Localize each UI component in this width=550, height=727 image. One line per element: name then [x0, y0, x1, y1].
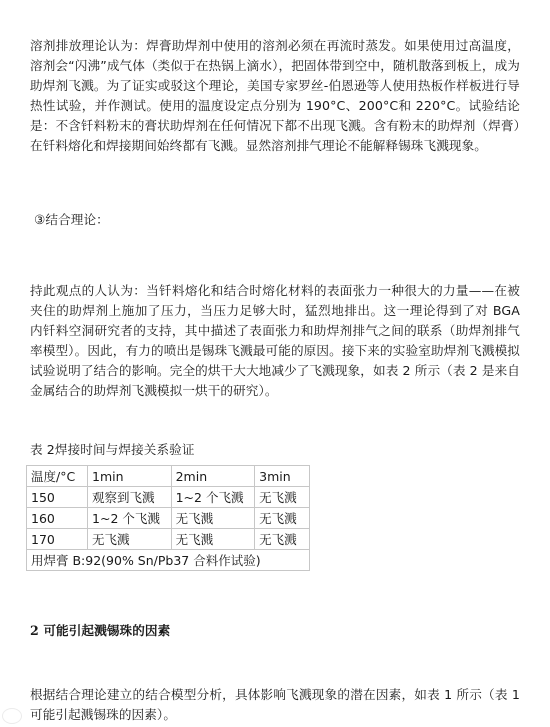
section-label-bonding-theory: ③结合理论：: [34, 212, 109, 227]
table-cell: 无飞溅: [88, 529, 172, 550]
section-heading: 2 可能引起溅锡珠的因素: [30, 623, 171, 638]
header-cell: 1min: [88, 466, 172, 487]
header-cell: 2min: [171, 466, 255, 487]
table-footnote-row: [27, 550, 310, 571]
table-header-row: [27, 466, 310, 487]
table-cell: 无飞溅: [255, 529, 310, 550]
bonding-theory-paragraph: 持此观点的人认为：当钎料熔化和结合时熔化材料的表面张力一种很大的力量——在被夹住的助焊剂上施加了压力，当压力足够大时，猛烈地排出。这一理论得到了对 BGA 内钎料空洞研究者的支持，其中描述了表面张力和助焊剂排气之间的联系（助焊剂排气率模型）。因此，有力的喷出是锡珠飞溅最可能的原因。接下来的实验室助焊剂飞溅模拟试验说明了结合的影响。完全的烘干大大地减少了飞溅现象，如表 2 所示（表 2 是来自金属结合的助焊剂飞溅模拟一烘干的研究）。: [30, 283, 520, 398]
closing-paragraph: 根据结合理论建立的结合模型分析，具体影响飞溅现象的潜在因素，如表 1 所示（表 1 可能引起溅锡珠的因素）。: [30, 687, 520, 722]
table-caption: 表 2焊接时间与焊接关系验证: [30, 442, 195, 457]
table-cell: 170: [27, 529, 88, 550]
table-cell: 无飞溅: [171, 529, 255, 550]
table-footnote: 用焊膏 B:92(90% Sn/Pb37 合料作试验): [27, 550, 310, 571]
table-row: [27, 529, 310, 550]
welding-time-table: [26, 465, 310, 571]
table-row: [27, 508, 310, 529]
table-cell: 无飞溅: [171, 508, 255, 529]
table-row: [27, 487, 310, 508]
table-cell: 观察到飞溅: [88, 487, 172, 508]
header-cell: 温度/°C: [27, 466, 88, 487]
table-cell: 1~2 个飞溅: [171, 487, 255, 508]
table-cell: 无飞溅: [255, 508, 310, 529]
header-cell: 3min: [255, 466, 310, 487]
table-cell: 160: [27, 508, 88, 529]
table-cell: 1~2 个飞溅: [88, 508, 172, 529]
solvent-theory-paragraph: 溶剂排放理论认为：焊膏助焊剂中使用的溶剂必须在再流时蒸发。如果使用过高温度，溶剂会“闪沸”成气体（类似于在热锅上滴水），把固体带到空中，随机散落到板上，成为助焊剂飞溅。为了证实或驳这个理论，美国专家罗丝-伯恩逊等人使用热板作样板进行导热性试验，并作测试。使用的温度设定点分别为 190°C、200°C和 220°C。试验结论是：不含钎料粉末的膏状助焊剂在任何情况下都不出现飞溅。含有粉末的助焊剂（焊膏）在钎料熔化和焊接期间始终都有飞溅。显然溶剂排气理论不能解释锡珠飞溅现象。: [30, 38, 520, 153]
table-cell: 150: [27, 487, 88, 508]
watermark-mark: [2, 708, 22, 724]
table-cell: 无飞溅: [255, 487, 310, 508]
